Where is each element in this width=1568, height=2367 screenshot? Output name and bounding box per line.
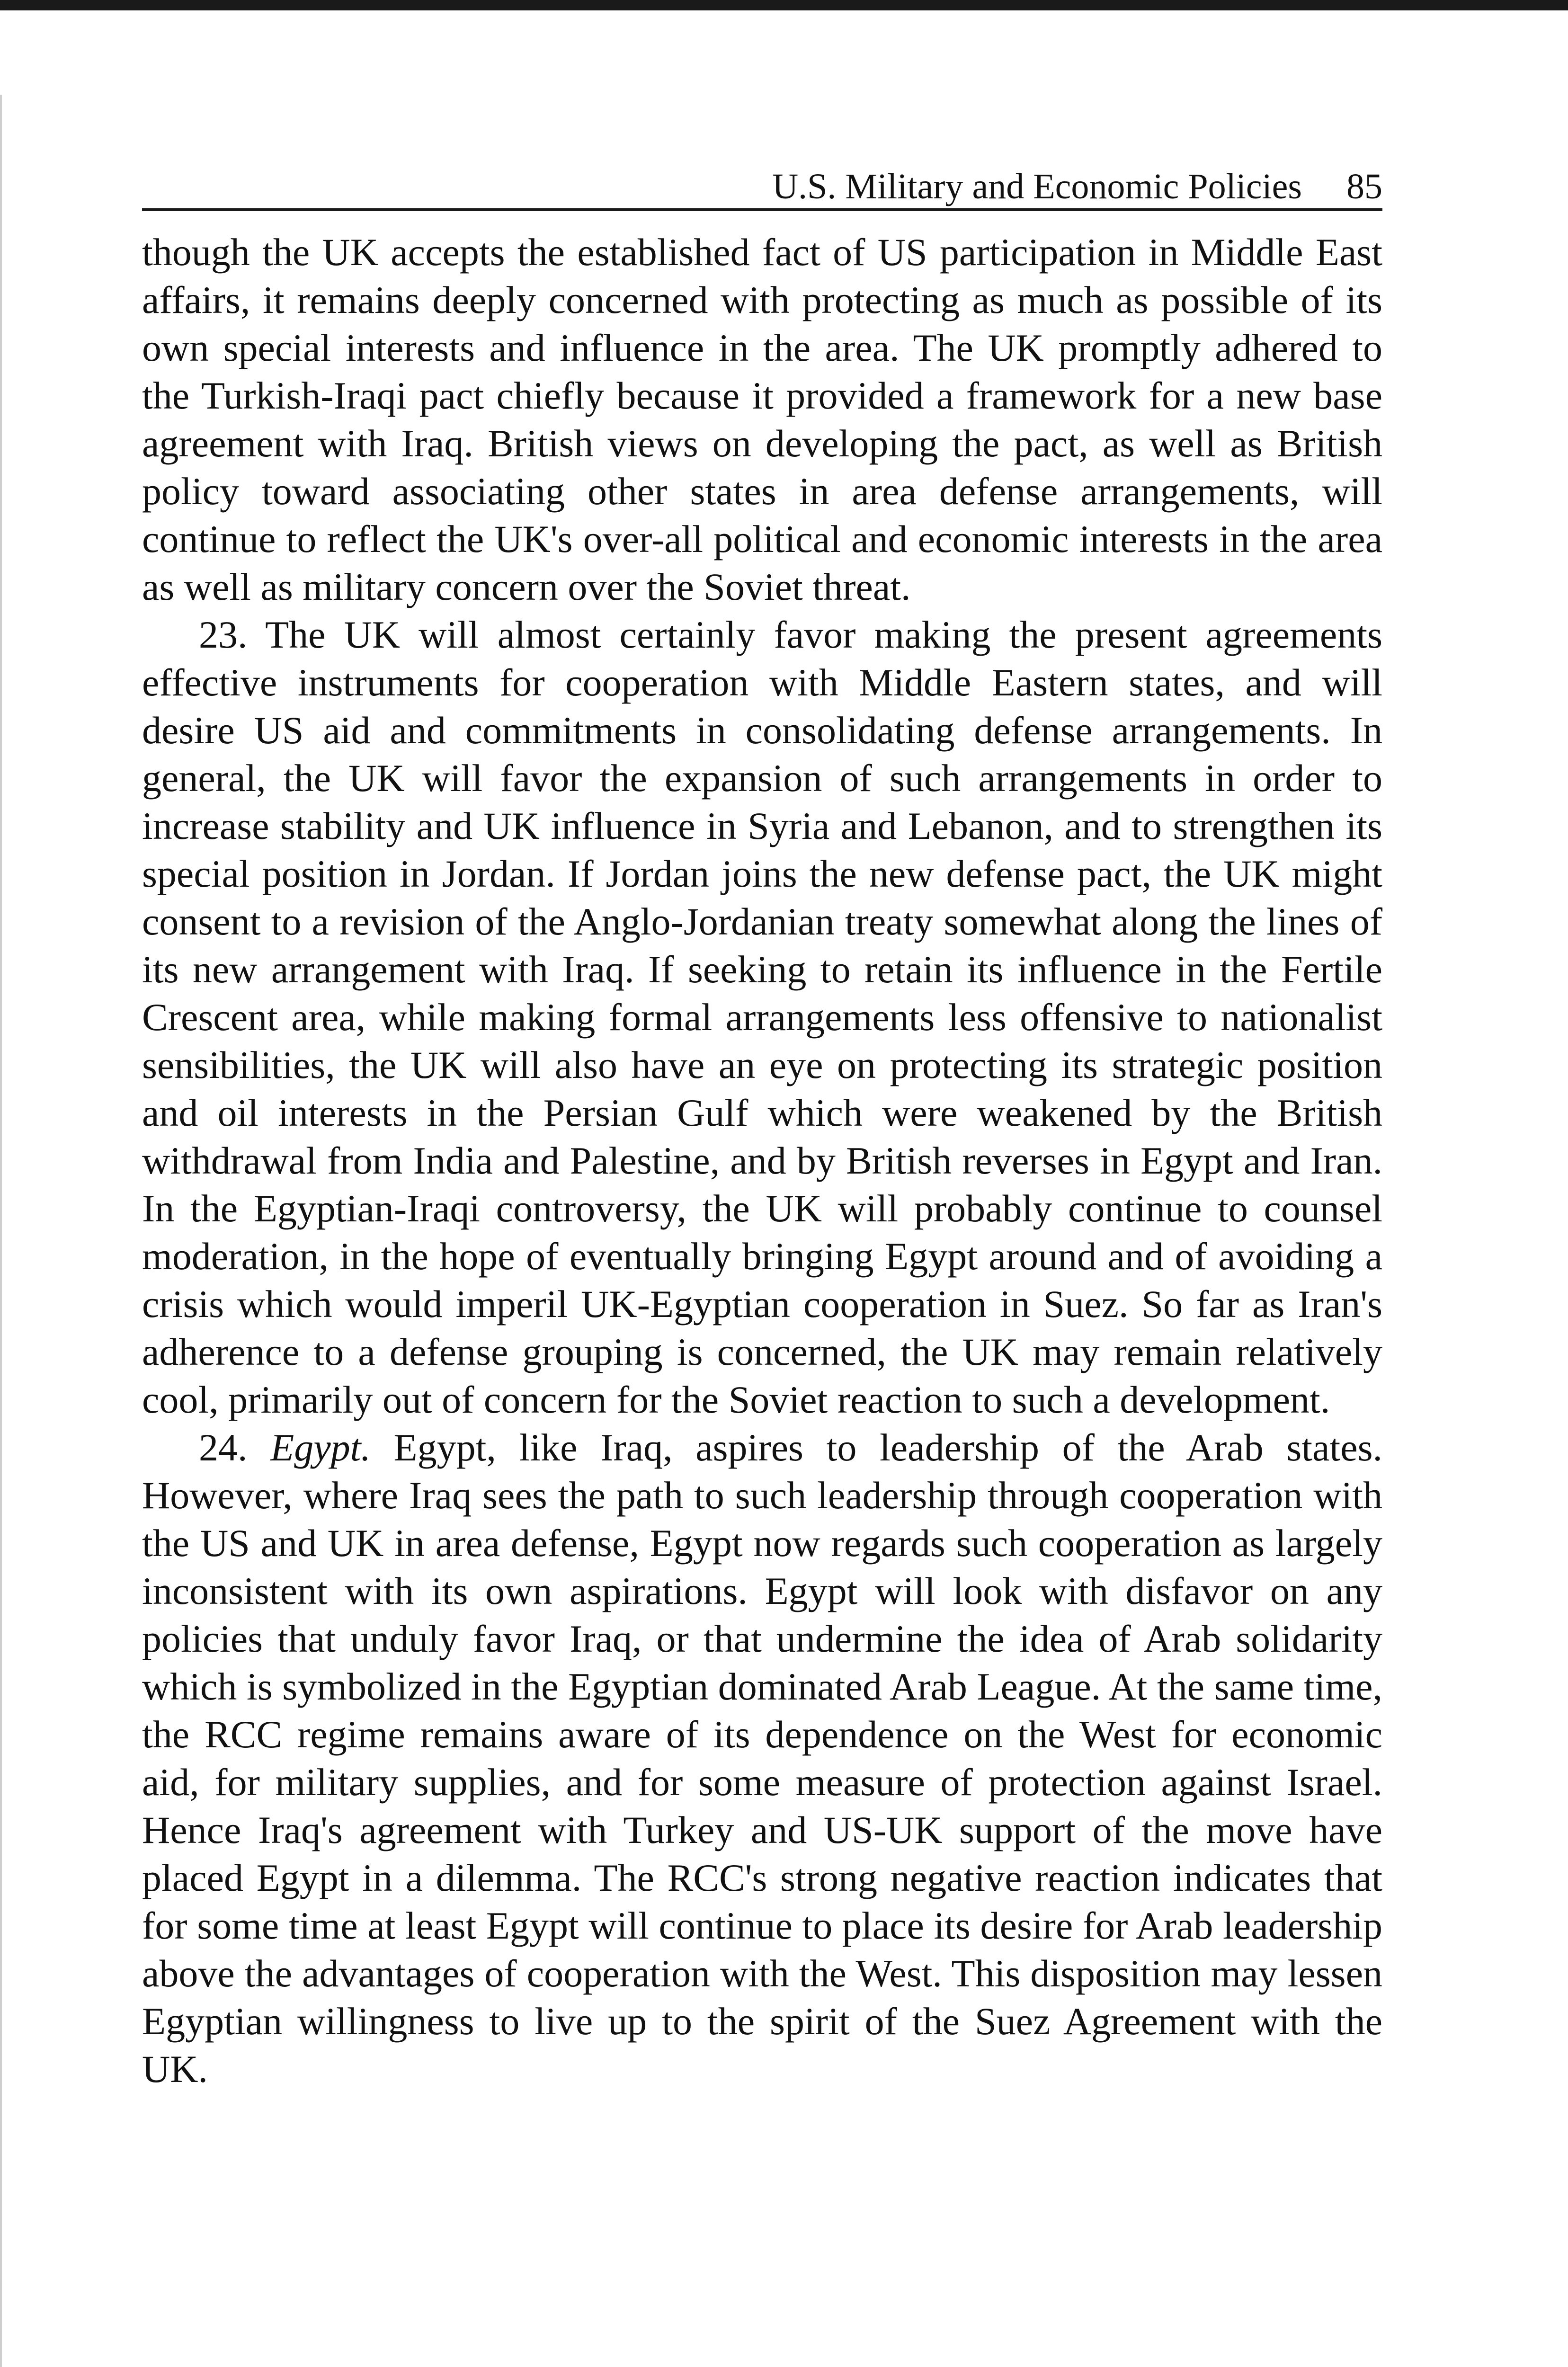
paragraph-text: Egypt, like Iraq, aspires to leadership of the Arab states. However, where Iraq sees the path to such leadership through cooperation with the US and UK in area defense, Egypt now regards such cooperation as largely inconsistent with its own aspirations. Egypt will look with disfavor on any policies that unduly favor Iraq, or that undermine the idea of Arab solidarity which is symbolized in the Egyptian dominated Arab League. At the same time, the RCC regime remains aware of its dependence on the West for economic aid, for military supplies, and for some measure of protection against Israel. Hence Iraq's agreement with Turkey and US-UK support of the move have placed Egypt in a dilemma. The RCC's strong negative reaction indicates that for some time at least Egypt will continue to place its desire for Arab leadership above the advantages of cooperation with the West. This disposition may lessen Egyptian willingness to live up to the spirit of the Suez Agreement with the UK. — [142, 1426, 1382, 2091]
paragraph-text: The UK will almost certainly favor making the present agreements effective instruments for cooperation with Middle Eastern states, and will desire US aid and commitments in consolidating defense arrangements. In general, the UK will favor the expansion of such arrangements in order to increase stability and UK influence in Syria and Lebanon, and to strengthen its special position in Jordan. If Jordan joins the new defense pact, the UK might consent to a revision of the Anglo-Jordanian treaty somewhat along the lines of its new arrangement with Iraq. If seeking to retain its influence in the Fertile Crescent area, while making formal arrangements less offensive to nationalist sensibilities, the UK will also have an eye on protecting its strategic position and oil interests in the Persian Gulf which were weakened by the British withdrawal from India and Palestine, and by British reverses in Egypt and Iran. In the Egyptian-Iraqi controversy, the UK will probably continue to counsel moderation, in the hope of eventually bringing Egypt around and of avoiding a crisis which would imperil UK-Egyptian cooperation in Suez. So far as Iran's adherence to a defense grouping is concerned, the UK may remain relatively cool, primarily out of concern for the Soviet reaction to such a development. — [142, 613, 1382, 1421]
book-page — [142, 156, 1382, 2367]
paragraph-number: 24. — [199, 1426, 248, 1469]
running-header — [142, 156, 1382, 211]
body-text — [142, 228, 1382, 2093]
paragraph-23 — [142, 611, 1382, 1424]
paragraph-text: though the UK accepts the established fact of US participation in Middle East affairs, it remains deeply concerned with protecting as much as possible of its own special interests and influence in the area. The UK promptly adhered to the Turkish-Iraqi pact chiefly because it provided a framework for a new base agreement with Iraq. British views on developing the pact, as well as British policy toward associating other states in area defense arrangements, will continue to reflect the UK's over-all political and economic interests in the area as well as military concern over the Soviet threat. — [142, 231, 1382, 608]
paragraph-topic: Egypt. — [270, 1426, 371, 1469]
scan-edge-top — [0, 0, 1568, 10]
paragraph-24 — [142, 1424, 1382, 2093]
paragraph-continuation — [142, 228, 1382, 611]
paragraph-number: 23. — [199, 613, 248, 656]
scan-edge-left — [0, 95, 2, 2367]
running-title: U.S. Military and Economic Policies — [772, 167, 1302, 206]
page-number: 85 — [1346, 167, 1382, 206]
